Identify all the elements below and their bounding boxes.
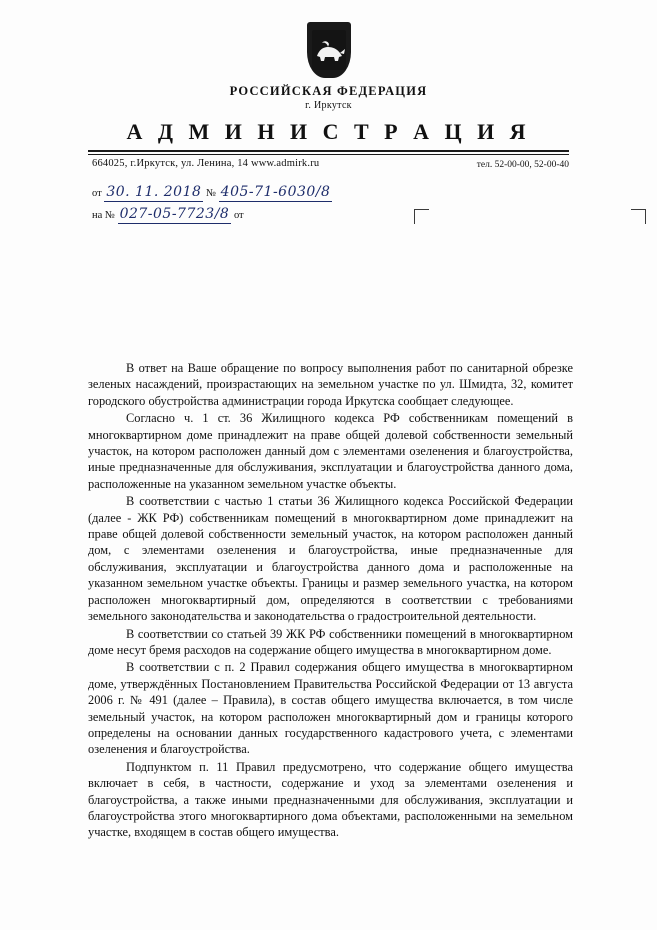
paragraph: В ответ на Ваше обращение по вопросу выполнения работ по санитарной обрезке зеленых насаждений, произрастающих на земельном участке по ул. Шмидта, 32, комитет городского обустройства администрации города Иркутска сообщает следующее. xyxy=(88,361,573,408)
coat-of-arms xyxy=(0,22,657,78)
letter-body xyxy=(88,360,573,841)
header-divider-thin xyxy=(88,154,569,155)
on-number-label: на № xyxy=(92,210,115,221)
addressee-bracket-right xyxy=(631,209,646,224)
paragraph: В соответствии с п. 2 Правил содержания общего имущества в многоквартирном доме, утверждённых Постановлением Правительства Российской Федерации от 13 августа 2006 г. № 491 (далее – Правила), в состав общего имущества включается, в том числе земельный участок, на котором расположен многоквартирный дом и границы которого определены на основании данных государственного кадастрового учета, с элементами озеленения и благоустройства. xyxy=(88,660,573,757)
header-divider-thick xyxy=(88,150,569,152)
outgoing-date-value: 30. 11. 2018 xyxy=(106,184,202,200)
incoming-number-value: 027-05-7723/8 xyxy=(119,206,230,222)
irkutsk-coat-of-arms-babr-icon xyxy=(307,22,351,78)
address-line: 664025, г.Иркутск, ул. Ленина, 14 www.admirk.ru xyxy=(92,158,320,169)
incoming-reference xyxy=(92,206,244,222)
city-name: г. Иркутск xyxy=(305,100,352,111)
paragraph: Согласно ч. 1 ст. 36 Жилищного кодекса РФ собственникам помещений в многоквартирном доме принадлежит на праве общей долевой собственности земельный участок, на котором расположен данный дом с элементами озеленения и благоустройства, иные предназначенные для обслуживания, эксплуатации и благоустройства данного дома, расположенные на указанном земельном участке объекты. xyxy=(88,411,573,491)
administration-title: А Д М И Н И С Т Р А Ц И Я xyxy=(126,119,531,144)
paragraph: В соответствии со статьей 39 ЖК РФ собственники помещений в многоквартирном доме несут бремя расходов на содержание общего имущества в многоквартирном доме. xyxy=(88,626,573,657)
on-from-label: от xyxy=(233,210,244,221)
number-label: № xyxy=(206,188,217,199)
phone-line: тел. 52-00-00, 52-00-40 xyxy=(476,160,569,170)
paragraph: Подпунктом п. 11 Правил предусмотрено, что содержание общего имущества включает в себя, в частности, содержание и уход за элементами озеленения и благоустройства, а также иными предназначенными для обслуживания, эксплуатации и благоустройства этого многоквартирного дома объектами, расположенными на земельном участке, входящем в состав общего имущества. xyxy=(88,759,573,840)
federation-title: РОССИЙСКАЯ ФЕДЕРАЦИЯ xyxy=(229,84,428,98)
outgoing-number-value: 405-71-6030/8 xyxy=(220,184,331,200)
from-label: от xyxy=(92,188,102,199)
addressee-bracket-left xyxy=(414,209,429,224)
outgoing-reference xyxy=(92,184,332,200)
paragraph: В соответствии с частью 1 статьи 36 Жилищного кодекса Российской Федерации (далее - ЖК РФ) собственникам помещений в многоквартирном доме принадлежит на праве общей долевой собственности земельный участок, на котором расположен данный дом, с элементами озеленения и благоустройства, иные предназначенные для обслуживания, эксплуатации и благоустройства данного дома и расположенные на указанном земельном участке объекты. Границы и размер земельного участка, на котором расположен многоквартирный дом, определяются в соответствии с требованиями земельного законодательства и законодательства о градостроительной деятельности. xyxy=(88,494,573,624)
